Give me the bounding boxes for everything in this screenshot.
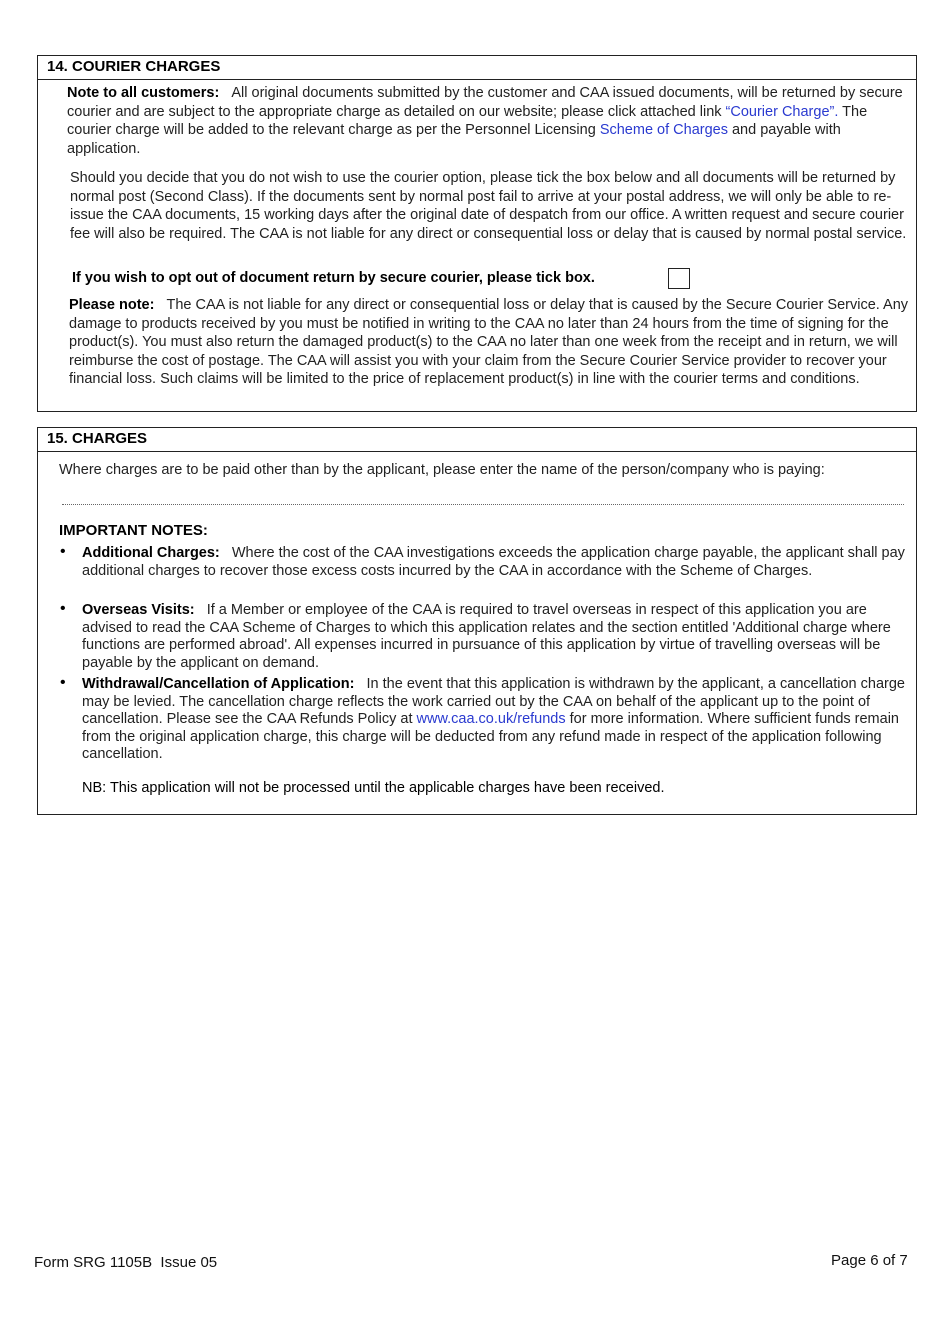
- courier-charge-link[interactable]: “Courier Charge”.: [725, 103, 839, 120]
- note-2-text: If a Member or employee of the CAA is required to travel overseas in respect of this application you are advised to read the CAA Scheme of Charges to which this application relates and the section entitled 'Additional charge where functions are performed abroad'. All expenses incurred in pursuance of this application by virtue of travelling overseas will be payable by the applicant on demand.: [82, 602, 891, 671]
- note-1-label: Additional Charges:: [82, 545, 220, 561]
- payer-prompt: Where charges are to be paid other than by the applicant, please enter the name of the person/company who is paying:: [59, 462, 825, 478]
- page-number: Page 6 of 7: [831, 1252, 908, 1269]
- note-3-label: Withdrawal/Cancellation of Application:: [82, 676, 355, 692]
- please-note-text: The CAA is not liable for any direct or consequential loss or delay that is caused by the Secure Courier Service. Any damage to products received by you must be notified in writing to the CAA no later than 24 hours from the time of signing for the product(s). You must also return the damaged product(s) to the CAA no later than one week from the receipt and in return, we will reimburse the cost of postage. The CAA will assist you with your claim from the Secure Courier Service provider to recover your financial loss. Such claims will be limited to the price of replacement product(s) in line with the courier terms and conditions.: [69, 297, 909, 387]
- note-3-text-after: for more information. Where sufficient funds remain from the original application charge, this charge will be deducted from any refund made in respect of the application following cancellation.: [82, 711, 899, 762]
- note-3-text-before: In the event that this application is withdrawn by the applicant, a cancellation charge may be levied. The cancellation charge reflects the work carried out by the CAA on behalf of the applicant up to the point of cancellation. Please see the CAA Refunds Policy at: [82, 676, 905, 727]
- bullet-1: •: [60, 543, 66, 560]
- note-label: Note to all customers:: [67, 85, 220, 101]
- note-text-2: The courier charge will be added to the relevant charge as per the Personnel Licensing: [67, 103, 868, 138]
- tick-instruction: If you wish to opt out of document return by secure courier, please tick box.: [72, 270, 595, 286]
- note-text-1: All original documents submitted by the customer and CAA issued documents, will be returned by secure courier and are subject to the appropriate charge as detailed on our website; please click attached link: [67, 85, 903, 120]
- bullet-2: •: [60, 600, 66, 617]
- scheme-of-charges-link[interactable]: Scheme of Charges: [599, 122, 728, 138]
- bullet-3: •: [60, 674, 66, 691]
- section-14-title: 14. COURIER CHARGES: [38, 56, 916, 80]
- nb-notice: NB: This application will not be processed until the applicable charges have been received.: [82, 780, 665, 796]
- refunds-link[interactable]: www.caa.co.uk/refunds: [416, 711, 566, 727]
- note-text-3: and payable with application.: [67, 122, 841, 157]
- optout-paragraph: Should you decide that you do not wish to use the courier option, please tick the box below and all documents will be returned by normal post (Second Class). If the documents sent by normal post fail to arrive at your postal address, we will only be able to re-issue the CAA documents, 15 working days after the original date of despatch from our office. A written request and secure courier fee will also be required. The CAA is not liable for any direct or consequential loss or delay that is caused by normal postal service.: [70, 170, 907, 242]
- section-15-title: 15. CHARGES: [38, 428, 916, 452]
- please-note-label: Please note:: [69, 297, 155, 313]
- form-identifier: Form SRG 1105B Issue 05: [34, 1254, 218, 1271]
- note-withdrawal: [82, 676, 914, 764]
- note-1-text: Where the cost of the CAA investigations exceeds the application charge payable, the applicant shall pay additional charges to recover those excess costs incurred by the CAA in accordance with the Scheme of Charges.: [82, 545, 905, 579]
- note-to-customers: [67, 84, 909, 158]
- please-note: [69, 296, 911, 389]
- note-additional-charges: [82, 545, 912, 580]
- payer-name-field[interactable]: [62, 504, 904, 505]
- optout-checkbox[interactable]: [668, 268, 690, 289]
- note-2-label: Overseas Visits:: [82, 602, 195, 618]
- note-overseas-visits: [82, 602, 912, 672]
- important-notes-heading: IMPORTANT NOTES:: [59, 522, 208, 539]
